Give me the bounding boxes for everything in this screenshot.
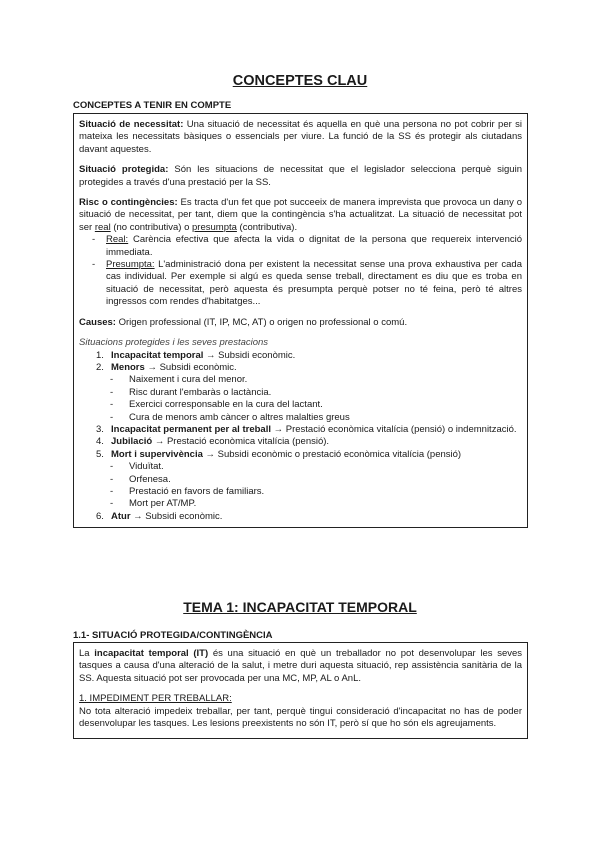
list-item xyxy=(79,436,522,448)
list-item xyxy=(79,511,522,523)
item-term: Atur xyxy=(111,510,131,522)
item-number: 1. xyxy=(96,349,104,361)
risc-real-word: real xyxy=(94,221,111,233)
situacions-list-end xyxy=(79,511,522,523)
text-real: Carència efectiva que afecta la vida o dignitat de la persona que requereix intervenció immediata. xyxy=(106,234,522,258)
item-text: → Subsidi econòmic. xyxy=(206,349,296,361)
term-risc: Risc o contingències: xyxy=(79,197,178,209)
sub-item: - Mort per AT/MP. xyxy=(79,498,522,510)
item-text: → Prestació econòmica vitalícia (pensió) o indemnització. xyxy=(273,423,517,435)
term-real: Real: xyxy=(106,234,129,246)
sub-item: - Exercici corresponsable en la cura del lactant. xyxy=(79,399,522,411)
item-text: → Subsidi econòmic o prestació econòmica vitalícia (pensió) xyxy=(205,448,462,460)
item-number: 3. xyxy=(96,423,104,435)
list-item xyxy=(79,449,522,461)
situacions-list-cont xyxy=(79,424,522,461)
item-term: Incapacitat permanent per al treball xyxy=(111,423,271,435)
item-number: 2. xyxy=(96,361,104,373)
sub-item: - Risc durant l'embaràs o lactància. xyxy=(79,387,522,399)
term-incapacitat-temporal: incapacitat temporal (IT) xyxy=(94,648,209,659)
text-risc-c: (contributiva). xyxy=(239,221,298,233)
sub-item: - Cura de menors amb càncer o altres malalties greus xyxy=(79,412,522,424)
mort-sublist xyxy=(79,461,522,511)
paragraph-impediment: No tota alteració impedeix treballar, per tant, perquè tingui consideració d'incapacitat no has de poder desenvolupar les tasques. Les lesions preexistents no són IT, però sí que ho són els agreujaments. xyxy=(79,705,522,730)
paragraph-it-intro xyxy=(79,648,522,685)
text-it-intro-b: és una situació en què un treballador no pot desenvolupar les seves tasques a causa d'una alteració de la salut, i metre duri aquesta situació, rep assistència sanitària de la SS. Aquesta situació pot ser provocada per una MC, MP, AL o AnL. xyxy=(79,648,523,684)
conceptes-box xyxy=(73,113,528,528)
situacions-list xyxy=(79,350,522,375)
term-causes: Causes: xyxy=(79,316,116,328)
list-item-presumpta xyxy=(79,259,522,309)
sub-item: - Prestació en favors de familiars. xyxy=(79,486,522,498)
situacions-heading: Situacions protegides i les seves prestacions xyxy=(79,337,269,349)
text-presumpta: L'administració dona per existent la necessitat sense una prova exhaustiva per cada cas individual. Per exemple si algú es queda sense treball, directament es diu que es troba en situació de necessitat, però aquesta és presumpta perquè potser no té feina, però té altres ingressos com rendes d'habitatges... xyxy=(106,259,522,308)
risc-presumpta-word: presumpta xyxy=(192,221,237,233)
text-risc-a: Es tracta d'un fet que pot succeeix de manera imprevista que provoca un dany o situació de necessitat, per tant, diem que la contingència s'ha actualitzat. La situació de necessitat pot ser xyxy=(79,197,522,233)
list-item xyxy=(79,362,522,374)
section-heading-conceptes: CONCEPTES A TENIR EN COMPTE xyxy=(73,100,232,111)
item-number: 5. xyxy=(96,448,104,460)
list-item xyxy=(79,350,522,362)
list-item-real xyxy=(79,234,522,259)
paragraph-risc xyxy=(79,197,522,234)
item-number: 6. xyxy=(96,510,104,522)
item-text: → Subsidi econòmic. xyxy=(133,510,223,522)
tema-title: TEMA 1: INCAPACITAT TEMPORAL xyxy=(183,599,417,615)
term-situacio-protegida: Situació protegida: xyxy=(79,164,169,176)
item-number: 4. xyxy=(96,436,104,448)
text-it-intro-a: La xyxy=(79,648,90,659)
item-term: Jubilació xyxy=(111,436,153,448)
term-situacio-necessitat: Situació de necessitat: xyxy=(79,119,184,130)
document-title: CONCEPTES CLAU xyxy=(232,73,368,89)
menors-sublist xyxy=(79,374,522,424)
incapacitat-box xyxy=(73,642,528,739)
item-term: Mort i supervivència xyxy=(111,448,203,460)
item-term: Menors xyxy=(111,361,145,373)
text-situacio-protegida: Són les situacions de necessitat que el legislador selecciona perquè siguin protegides a través d'una prestació per la SS. xyxy=(79,164,522,188)
text-causes: Origen professional (IT, IP, MC, AT) o origen no professional o comú. xyxy=(118,316,408,328)
list-item xyxy=(79,424,522,436)
paragraph-situacio-protegida xyxy=(79,164,522,189)
paragraph-situacio-necessitat xyxy=(79,119,522,156)
item-text: → Prestació econòmica vitalícia (pensió). xyxy=(154,436,330,448)
term-presumpta: Presumpta: xyxy=(106,259,155,271)
risc-types-list xyxy=(79,234,522,308)
item-term: Incapacitat temporal xyxy=(111,349,204,361)
sub-item: - Viduïtat. xyxy=(79,461,522,473)
sub-item: - Naixement i cura del menor. xyxy=(79,374,522,386)
text-situacio-necessitat: Una situació de necessitat és aquella en què una persona no pot cobrir per si mateixa les necessitats bàsiques o essencials per viure. La funció de la SS és protegir als ciutadans davant aquestes. xyxy=(79,119,523,155)
sub-item: - Orfenesa. xyxy=(79,474,522,486)
item-text: → Subsidi econòmic. xyxy=(147,361,237,373)
text-risc-b: (no contributiva) o xyxy=(113,221,190,233)
section-heading-situacio-protegida: 1.1- SITUACIÓ PROTEGIDA/CONTINGÈNCIA xyxy=(73,630,273,641)
paragraph-causes xyxy=(79,317,522,329)
impediment-heading: 1. IMPEDIMENT PER TREBALLAR: xyxy=(79,693,232,705)
